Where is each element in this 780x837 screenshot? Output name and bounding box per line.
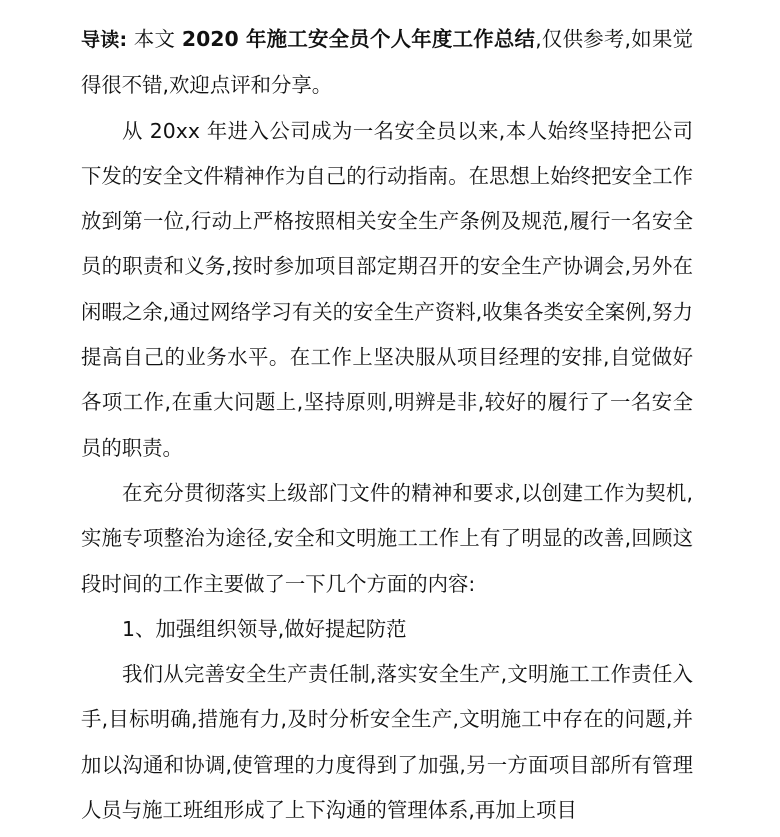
intro-paragraph bbox=[81, 17, 693, 109]
section-heading-1: 1、加强组织领导,做好提起防范 bbox=[122, 616, 407, 641]
document-title: 2020 年施工安全员个人年度工作总结 bbox=[181, 27, 536, 51]
intro-text-before-title: 本文 bbox=[127, 27, 182, 51]
body-paragraph-3: 我们从完善安全生产责任制,落实安全生产,文明施工工作责任入手,目标明确,措施有力,及时分析安全生产,文明施工中存在的问题,并加以沟通和协调,使管理的力度得到了加强,另一方面项目部所有管理人员与施工班组形成了上下沟通的管理体系,再加上项目 bbox=[81, 662, 693, 823]
intro-text-after-title: ,仅供参考,如果觉得很不错,欢迎点评和分享。 bbox=[81, 27, 693, 98]
document-body bbox=[81, 17, 693, 833]
body-paragraph-2: 在充分贯彻落实上级部门文件的精神和要求,以创建工作为契机,实施专项整治为途径,安全和文明施工工作上有了明显的改善,回顾这段时间的工作主要做了一下几个方面的内容: bbox=[81, 480, 693, 596]
body-paragraph-1: 从 20xx 年进入公司成为一名安全员以来,本人始终坚持把公司下发的安全文件精神作为自己的行动指南。在思想上始终把安全工作放到第一位,行动上严格按照相关安全生产条例及规范,履行一名安全员的职责和义务,按时参加项目部定期召开的安全生产协调会,另外在闲暇之余,通过网络学习有关的安全生产资料,收集各类安全案例,努力提高自己的业务水平。在工作上坚决服从项目经理的安排,自觉做好各项工作,在重大问题上,坚持原则,明辨是非,较好的履行了一名安全员的职责。 bbox=[81, 118, 693, 460]
intro-label: 导读: bbox=[81, 29, 128, 51]
